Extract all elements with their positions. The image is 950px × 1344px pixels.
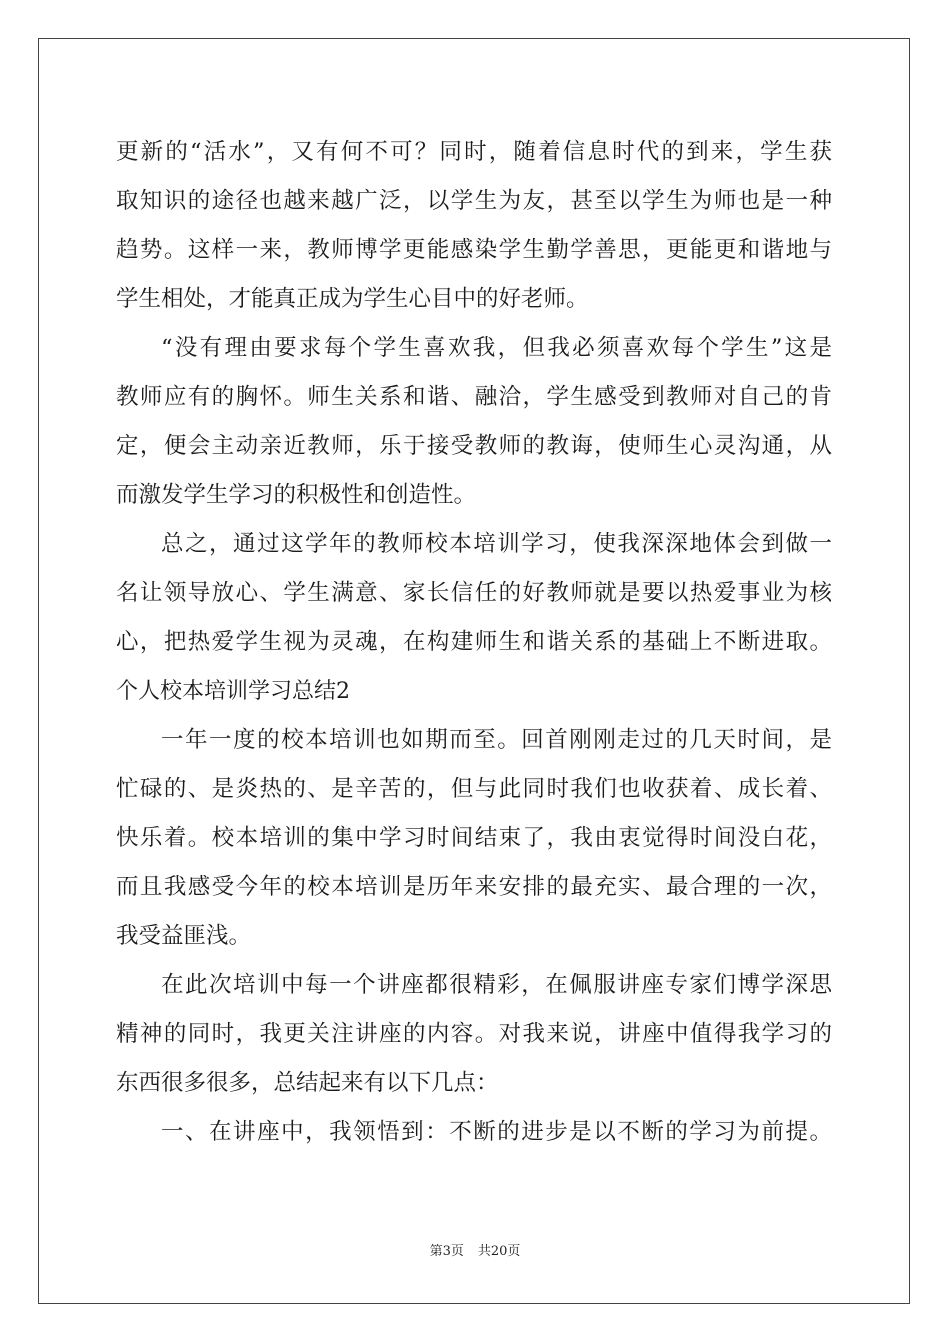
section-heading: 个人校本培训学习总结2 xyxy=(116,679,350,704)
text-line: 快乐着。校本培训的集中学习时间结束了，我由衷觉得时间没白花， xyxy=(116,825,832,851)
text-line: 而且我感受今年的校本培训是历年来安排的最充实、最合理的一次， xyxy=(116,874,832,900)
text-line: 趋势。这样一来，教师博学更能感染学生勤学善思，更能更和谐地与 xyxy=(116,237,832,263)
document-body xyxy=(116,128,832,1157)
text-line: 学生相处，才能真正成为学生心目中的好老师。 xyxy=(116,286,589,312)
text-line: “没有理由要求每个学生喜欢我，但我必须喜欢每个学生”这是 xyxy=(161,335,832,361)
total-pages-label: 共20页 xyxy=(477,1244,521,1259)
text-line: 而激发学生学习的积极性和创造性。 xyxy=(116,482,477,508)
text-line: 名让领导放心、学生满意、家长信任的好教师就是要以热爱事业为核 xyxy=(116,580,832,606)
text-line: 一年一度的校本培训也如期而至。回首刚刚走过的几天时间，是 xyxy=(161,727,832,753)
text-line: 我受益匪浅。 xyxy=(116,923,252,949)
text-line: 忙碌的、是炎热的、是辛苦的，但与此同时我们也收获着、成长着、 xyxy=(116,776,832,802)
current-page-label: 第3页 xyxy=(429,1244,464,1259)
text-line: 精神的同时，我更关注讲座的内容。对我来说，讲座中值得我学习的 xyxy=(116,1021,832,1047)
text-line: 心，把热爱学生视为灵魂，在构建师生和谐关系的基础上不断进取。 xyxy=(116,629,832,655)
text-line: 取知识的途径也越来越广泛，以学生为友，甚至以学生为师也是一种 xyxy=(116,188,832,214)
text-line: 一、在讲座中，我领悟到：不断的进步是以不断的学习为前提。 xyxy=(161,1119,832,1145)
text-line: 总之，通过这学年的教师校本培训学习，使我深深地体会到做一 xyxy=(161,531,832,557)
text-line: 东西很多很多，总结起来有以下几点： xyxy=(116,1070,499,1096)
text-line: 定，便会主动亲近教师，乐于接受教师的教诲，使师生心灵沟通，从 xyxy=(116,433,832,459)
text-line: 教师应有的胸怀。师生关系和谐、融洽，学生感受到教师对自己的肯 xyxy=(116,384,832,410)
text-line: 在此次培训中每一个讲座都很精彩，在佩服讲座专家们博学深思 xyxy=(161,972,832,998)
text-line: 更新的“活水”，又有何不可？同时，随着信息时代的到来，学生获 xyxy=(116,139,832,165)
page-footer xyxy=(0,1240,950,1259)
